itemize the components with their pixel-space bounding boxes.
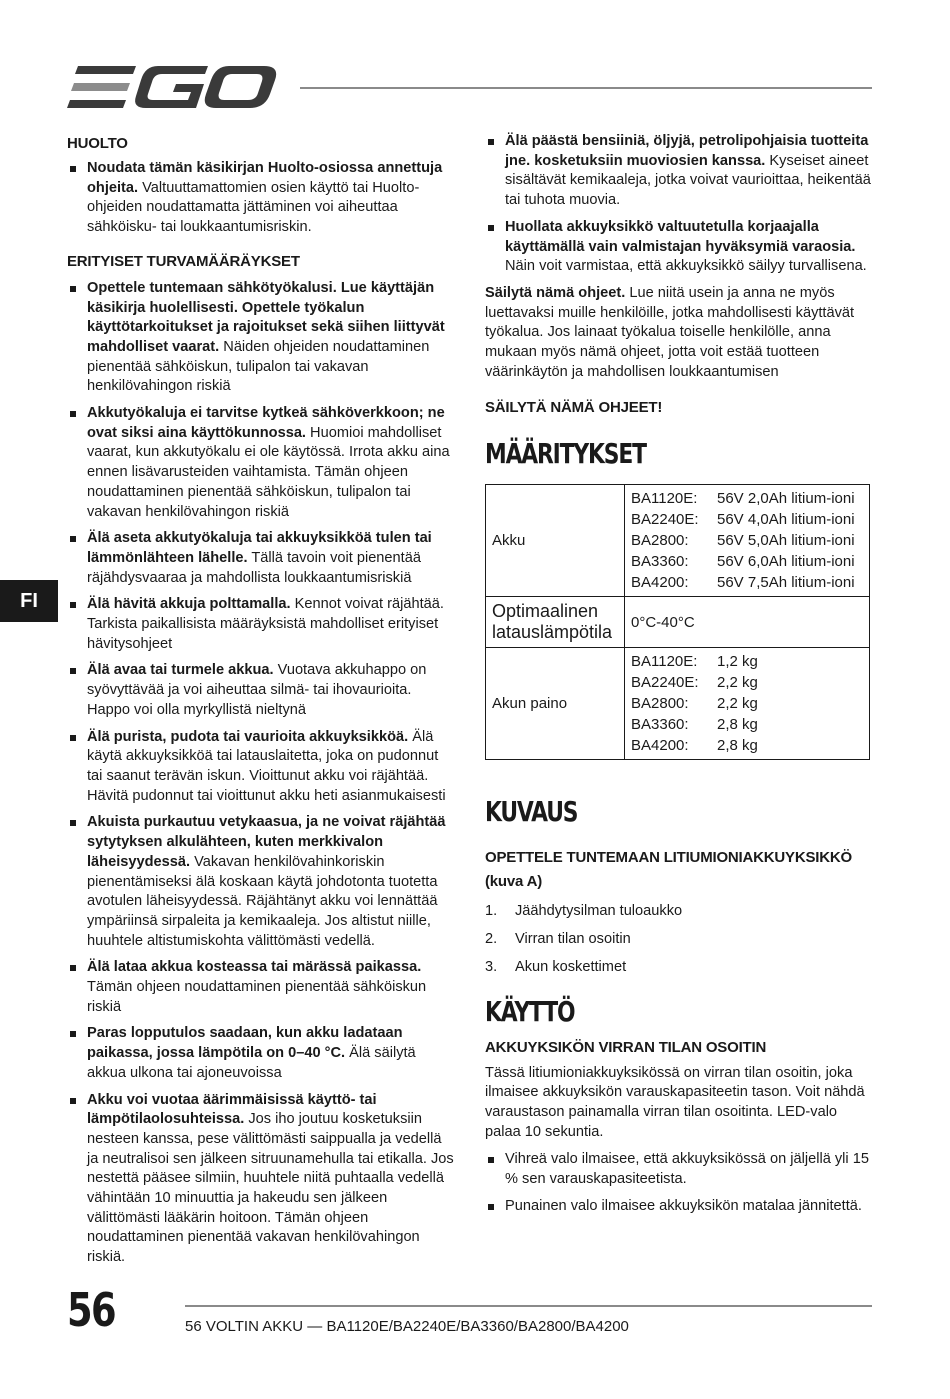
huolto-text: Valtuuttamattomien osien käyttö tai Huolto-ohjeiden noudattamatta jättäminen voi aiheuttaa sähköisku- tai loukkaantumisriskin. [87,179,420,236]
spec-line [631,509,863,530]
erityiset-item [67,1024,455,1083]
spec-line [631,735,863,756]
kuvaus-heading: KUVAUS [485,795,578,829]
spec-key: Akun paino [486,648,625,760]
kuvaus-item [485,930,873,950]
spec-value: 2,2 kg [717,695,758,713]
erityiset-bold: Älä aseta akkutyökaluja tai akkuyksikköä tulen tai lämmönlähteen lähelle. [87,530,432,566]
right-top-text: Näin voit varmistaa, että akkuyksikkö säilyy turvallisena. [505,258,867,275]
right-column [485,132,873,1223]
erityiset-text: Näiden ohjeiden noudattaminen pienentää sähköiskun, tulipalon tai vakavan henkilövahingon riskiä [87,338,430,395]
spec-model: BA4200: [631,737,689,755]
kuvaus-item-text: Akun koskettimet [515,958,627,975]
left-column [67,132,455,1275]
spec-model: BA3360: [631,553,689,571]
language-tab: FI [0,580,58,622]
kuvaus-item-number: 3. [485,958,498,975]
spec-value-cell [625,485,870,597]
erityiset-bold: Opettele tuntemaan sähkötyökalusi. Lue käyttäjän käsikirja huolellisesti. Opettele työkalun käyttötarkoitukset ja rajoitukset sekä siihen liittyvät mahdolliset vaarat. [87,279,445,355]
kuvaus-item [485,958,873,978]
erityiset-text: Tämän ohjeen noudattaminen pienentää sähköiskun riskiä [87,979,427,1015]
spec-value: 56V 2,0Ah litium-ioni [717,490,855,508]
erityiset-item [67,728,455,807]
erityiset-item [67,529,455,588]
page-number: 56 [67,1283,116,1337]
erityiset-heading: ERITYISET TURVAMÄÄRÄYKSET [67,252,300,270]
erityiset-item [67,279,455,397]
spec-line [631,672,863,693]
spec-row [486,597,870,648]
spec-model: 0°C-40°C [631,613,695,631]
kuvaus-item [485,902,873,922]
spec-value: 56V 7,5Ah litium-ioni [717,574,855,592]
erityiset-item [67,1091,455,1268]
kaytto-list [485,1150,873,1216]
spec-line [631,572,863,593]
huolto-list [67,159,455,238]
kuvaus-list [485,902,873,977]
erityiset-bold: Akuista purkautuu vetykaasua, ja ne voivat räjähtää sytytyksen alkulähteen, kuten merkkivalon läheisyydessä. [87,814,446,870]
kuvaus-item-number: 2. [485,931,498,948]
erityiset-item [67,813,455,951]
spec-key: Akku [486,485,625,597]
erityiset-text: Vuotava akkuhappo on syövyttävää ja voi aiheuttaa silmä- tai ihovaurioita. Happo voi olla myrkyllistä nieltynä [87,662,427,718]
save-paragraph-text: Lue niitä usein ja anna ne myös luettavaksi muille henkilöille, jotka mahdollisesti käyttävät työkalua. Jos lainaat työkalua toiselle henkilölle, anna mukaan myös nämä ohjeet, jotta voit estää tuotteen väärinkäytön ja mahdollisen loukkaantumisen [485,284,855,380]
erityiset-bold: Älä purista, pudota tai vaurioita akkuyksikköä. [87,728,409,745]
erityiset-bold: Älä avaa tai turmele akkua. [87,662,274,679]
erityiset-text: Huomioi mahdolliset vaarat, kun akkutyökalu ei ole käytössä. Irrota akku aina ennen lisävarusteiden vaihtamista. Tämän ohjeen noudattaminen pienentää sähköiskun, tulipalon tai vakavan henkilövahingon riskiä [87,424,450,520]
erityiset-text: Jos iho joutuu kosketuksiin nesteen kanssa, pese välittömästi saippualla ja vedellä ja neutralisoi sen jälkeen sitruunamehulla tai etikalla. Jos nestettä pääsee silmiin, huuhtele niitä puhtaalla vedellä vähintään 10 minuuttia ja hakeudu sen jälkeen välittömästi lääkärin hoitoon. Tämän ohjeen noudattaminen pienentää vakavan henkilövahingon riskiä. [87,1111,454,1266]
right-top-item [485,218,873,277]
spec-value: 56V 5,0Ah litium-ioni [717,532,855,550]
spec-model: BA3360: [631,716,689,734]
save-paragraph-bold: Säilytä nämä ohjeet. [485,284,626,301]
kaytto-item [485,1150,873,1189]
footer-text: 56 VOLTIN AKKU — BA1120E/BA2240E/BA3360/BA2800/BA4200 [185,1318,629,1335]
right-top-list [485,132,873,277]
spec-model: BA2240E: [631,511,699,529]
huolto-item [67,159,455,238]
erityiset-bold: Akkutyökaluja ei tarvitse kytkeä sähköverkkoon; ne ovat siksi aina käyttökunnossa. [87,405,445,441]
spec-model: BA2240E: [631,674,699,692]
spec-line [631,488,863,509]
spec-model: BA2800: [631,695,689,713]
erityiset-bold: Paras lopputulos saadaan, kun akku ladataan paikassa, jossa lämpötila on 0–40 °C. [87,1025,403,1062]
spec-value: 2,2 kg [717,674,758,692]
spec-model: BA1120E: [631,490,698,508]
save-paragraph [485,284,873,383]
kuvaus-item-number: 1. [485,903,498,920]
erityiset-bold: Älä hävitä akkuja polttamalla. [87,596,291,613]
footer-rule [185,1305,872,1307]
kaytto-heading: KÄYTTÖ [485,994,575,1028]
spec-value: 1,2 kg [717,653,758,671]
header-rule [300,87,872,89]
spec-model: BA2800: [631,532,689,550]
ego-logo [66,64,278,112]
spec-line [631,551,863,572]
erityiset-text: Älä käytä akkuyksikköä tai latauslaitetta, joka on pudonnut tai saanut terävän iskun. Vioittunut akku voi räjähtää. Hävitä pudonnut tai vioittunut akku heti asianmukaisesti [87,728,446,804]
spec-value-cell [625,648,870,760]
spec-line [631,651,863,672]
spec-line [631,714,863,735]
spec-value: 2,8 kg [717,716,758,734]
spec-line [631,612,863,633]
spec-model: BA1120E: [631,653,698,671]
spec-value: 2,8 kg [717,737,758,755]
spec-line [631,530,863,551]
kaytto-text: Vihreä valo ilmaisee, että akkuyksikössä on jäljellä yli 15 % sen varauskapasiteetista. [505,1151,869,1188]
spec-value-cell [625,597,870,648]
erityiset-text: Kennot voivat räjähtää. Tarkista paikallisista määräyksistä mahdolliset erityiset hävitysohjeet [87,596,444,652]
spec-value: 56V 4,0Ah litium-ioni [717,511,855,529]
erityiset-bold: Akku voi vuotaa äärimmäisissä käyttö- tai lämpötilaolosuhteissa. [87,1091,377,1128]
spec-model: BA4200: [631,574,689,592]
huolto-bold: Noudata tämän käsikirjan Huolto-osiossa annettuja ohjeita. [87,160,443,196]
spec-heading: MÄÄRITYKSET [485,437,646,471]
erityiset-item [67,595,455,654]
erityiset-text: Älä säilytä akkua ulkona tai ajoneuvoissa [87,1045,416,1081]
right-top-bold: Älä päästä bensiiniä, öljyjä, petrolipohjaisia tuotteita jne. kosketuksiin muoviosien kanssa. [505,133,869,169]
kaytto-paragraph: Tässä litiumioniakkuyksikössä on virran tilan osoitin, joka ilmaisee akkuyksikön varauskapasiteetin tason. Voit nähdä varaustason painamalla virran tilan osoitinta. LED-valo palaa 10 sekuntia. [485,1064,865,1140]
erityiset-bold: Älä lataa akkua kosteassa tai märässä paikassa. [87,959,422,976]
spec-row [486,648,870,760]
kaytto-text: Punainen valo ilmaisee akkuyksikön matalaa jännitettä. [505,1197,862,1214]
save-heading: SÄILYTÄ NÄMÄ OHJEET! [485,399,663,417]
spec-value: 56V 6,0Ah litium-ioni [717,553,855,571]
kuvaus-item-text: Jäähdytysilman tuloaukko [515,903,683,920]
huolto-heading: HUOLTO [67,135,128,152]
spec-key: Optimaalinen latauslämpötila [486,597,625,648]
right-top-text: Kyseiset aineet sisältävät kemikaaleja, jotka voivat vaurioittaa, heikentää tai tuhota muovia. [505,152,871,209]
right-top-item [485,132,873,211]
spec-line [631,693,863,714]
spec-table [485,484,870,760]
right-top-bold: Huollata akkuyksikkö valtuutetulla korjaajalla käyttämällä vain valmistajan hyväksymiä varaosia. [505,218,856,255]
kuvaus-subheading: OPETTELE TUNTEMAAN LITIUMIONIAKKUYKSIKKÖ (kuva A) [485,849,852,891]
erityiset-item [67,958,455,1017]
erityiset-list [67,279,455,1268]
kuvaus-item-text: Virran tilan osoitin [515,931,631,948]
erityiset-text: Tällä tavoin voit pienentää räjähdysvaaraa ja mahdollista loukkaantumisriskiä [87,549,421,586]
kaytto-item [485,1197,873,1217]
erityiset-item [67,404,455,522]
kaytto-subheading: AKKUYKSIKÖN VIRRAN TILAN OSOITIN [485,1038,767,1056]
erityiset-text: Vakavan henkilövahinkoriskin pienentämiseksi älä koskaan käytä johdotonta tuotetta avotulen läheisyydessä. Räjähtänyt akku voi lennättää ympäriinsä sirpaleita ja kemikaaleja. Jos altistut niille, huuhtele altistumiskohta välittömästi vedellä. [87,853,438,949]
spec-row [486,485,870,597]
erityiset-item [67,661,455,720]
